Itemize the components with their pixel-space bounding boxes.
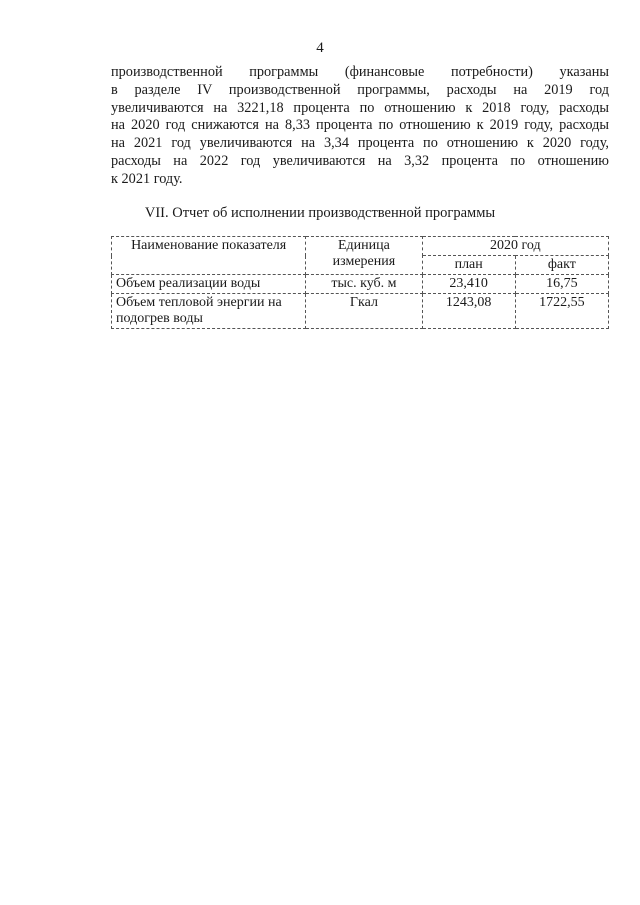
cell-plan: 23,410 [422, 275, 515, 294]
body-line: увеличиваются на 3221,18 процента по отношению к 2018 году, расходы [111, 99, 609, 116]
body-line: в разделе IV производственной программы, расходы на 2019 год [111, 81, 609, 98]
body-line: на 2020 год снижаются на 8,33 процента по отношению к 2019 году, расходы [111, 117, 609, 134]
header-indicator: Наименование показателя [112, 237, 306, 275]
body-line: на 2021 год увеличиваются на 3,34 процента по отношению к 2020 году, [111, 135, 609, 152]
body-line: производственной программы (финансовые потребности) указаны [111, 64, 609, 80]
table-row [112, 275, 609, 294]
cell-unit: тыс. куб. м [306, 275, 422, 294]
header-fact: факт [515, 256, 608, 275]
section-title: VII. Отчет об исполнении производственной программы [144, 205, 496, 221]
header-unit: Единица измерения [306, 237, 422, 275]
cell-plan: 1243,08 [422, 294, 515, 329]
table-row [112, 294, 609, 329]
body-line: к 2021 году. [111, 170, 183, 187]
body-paragraph [111, 64, 609, 189]
header-plan: план [422, 256, 515, 275]
table-header-row [112, 237, 609, 256]
cell-indicator: Объем реализации воды [112, 275, 306, 294]
page-number: 4 [316, 40, 324, 56]
body-line: расходы на 2022 год увеличиваются на 3,32 процента по отношению [111, 152, 609, 169]
cell-fact: 16,75 [515, 275, 608, 294]
header-year: 2020 год [422, 237, 608, 256]
cell-fact: 1722,55 [515, 294, 608, 329]
cell-indicator: Объем тепловой энергии на подогрев воды [112, 294, 306, 329]
report-table [111, 236, 609, 329]
cell-unit: Гкал [306, 294, 422, 329]
